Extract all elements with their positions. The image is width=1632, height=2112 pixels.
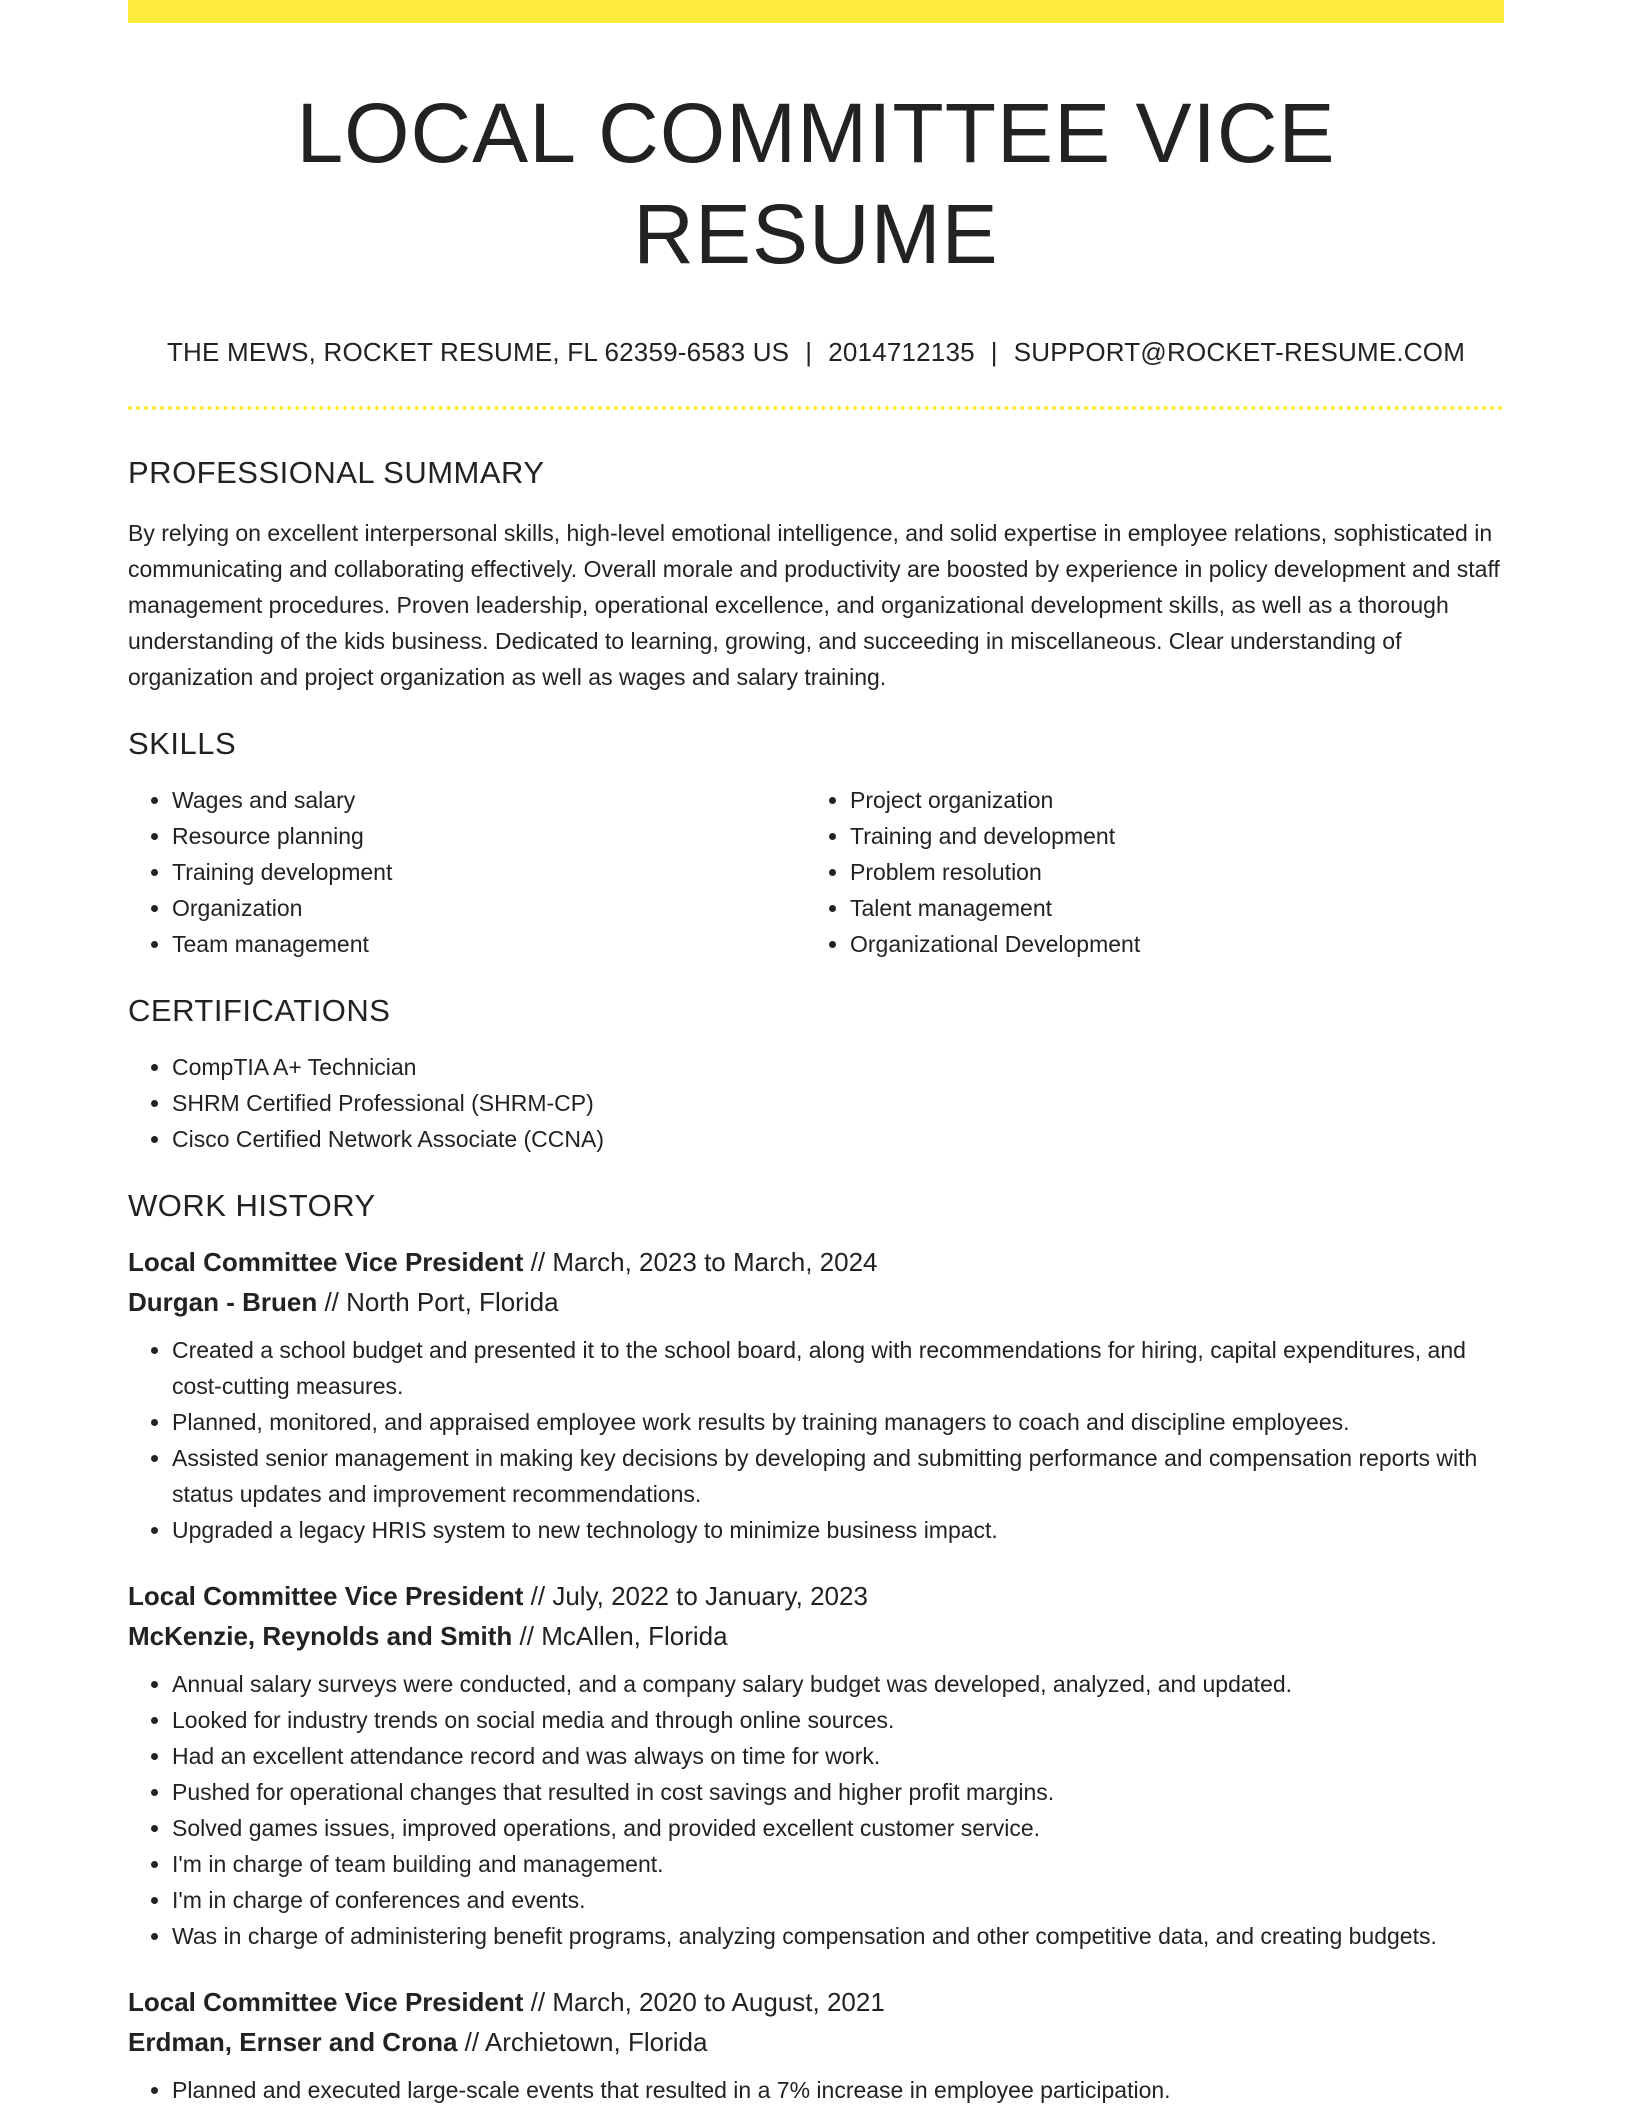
- job-title-line: [128, 1982, 1504, 2022]
- job-dates: // March, 2020 to August, 2021: [523, 1987, 885, 2018]
- job-bullets: [128, 1332, 1504, 1548]
- skill-item: • Training development: [172, 854, 806, 890]
- skill-item: • Resource planning: [172, 818, 806, 854]
- job-bullet: • I'm in charge of team building and management.: [172, 1846, 1504, 1882]
- job-title: Local Committee Vice President: [128, 1581, 524, 1612]
- contact-separator: |: [990, 336, 998, 367]
- certification-item: • CompTIA A+ Technician: [172, 1049, 1504, 1085]
- certification-item: • Cisco Certified Network Associate (CCNA): [172, 1121, 1504, 1157]
- skill-item: • Wages and salary: [172, 782, 806, 818]
- dotted-divider: [128, 406, 1504, 410]
- skills-list-right: [806, 782, 1484, 962]
- skill-item: • Team management: [172, 926, 806, 962]
- job-entry: [128, 1576, 1504, 1954]
- resume-page: [128, 0, 1504, 2108]
- job-bullet: • Solved games issues, improved operations, and provided excellent customer service.: [172, 1810, 1504, 1846]
- top-accent-bar: [128, 0, 1504, 23]
- skill-item: • Training and development: [850, 818, 1484, 854]
- skills-list-left: [128, 782, 806, 962]
- work-history-heading: WORK HISTORY: [128, 1188, 376, 1224]
- job-company: Erdman, Ernser and Crona: [128, 2027, 458, 2058]
- skill-item: • Organization: [172, 890, 806, 926]
- resume-title: LOCAL COMMITTEE VICE RESUME: [296, 86, 1336, 281]
- job-dates: // July, 2022 to January, 2023: [523, 1581, 868, 1612]
- job-bullets: [128, 1666, 1504, 1954]
- skill-item: • Talent management: [850, 890, 1484, 926]
- job-company: McKenzie, Reynolds and Smith: [128, 1621, 513, 1652]
- certifications-list: [128, 1049, 1504, 1157]
- job-bullet: • Assisted senior management in making key decisions by developing and submitting performance and compensation reports with status updates and improvement recommendations.: [172, 1440, 1504, 1512]
- job-bullet: • Created a school budget and presented it to the school board, along with recommendations for hiring, capital expenditures, and cost-cutting measures.: [172, 1332, 1504, 1404]
- skill-item: • Project organization: [850, 782, 1484, 818]
- job-bullets: [128, 2072, 1504, 2108]
- job-title: Local Committee Vice President: [128, 1247, 524, 1278]
- job-title: Local Committee Vice President: [128, 1987, 524, 2018]
- summary-heading: PROFESSIONAL SUMMARY: [128, 454, 545, 490]
- contact-phone: 2014712135: [828, 336, 975, 367]
- job-company-line: [128, 1616, 1504, 1656]
- job-bullet: • Annual salary surveys were conducted, and a company salary budget was developed, analyzed, and updated.: [172, 1666, 1504, 1702]
- job-bullet: • Looked for industry trends on social media and through online sources.: [172, 1702, 1504, 1738]
- contact-email: SUPPORT@ROCKET-RESUME.COM: [1013, 336, 1466, 367]
- job-entry: [128, 1242, 1504, 1548]
- job-bullet: • Was in charge of administering benefit programs, analyzing compensation and other competitive data, and creating budgets.: [172, 1918, 1504, 1954]
- job-bullet: • Had an excellent attendance record and was always on time for work.: [172, 1738, 1504, 1774]
- skill-item: • Problem resolution: [850, 854, 1484, 890]
- certifications-heading: CERTIFICATIONS: [128, 992, 391, 1028]
- job-bullet: • I'm in charge of conferences and events.: [172, 1882, 1504, 1918]
- job-location: // Archietown, Florida: [457, 2027, 708, 2058]
- contact-address: THE MEWS, ROCKET RESUME, FL 62359-6583 US: [166, 336, 790, 367]
- job-bullet: • Pushed for operational changes that resulted in cost savings and higher profit margins.: [172, 1774, 1504, 1810]
- job-bullet: • Upgraded a legacy HRIS system to new technology to minimize business impact.: [172, 1512, 1504, 1548]
- job-bullet: • Planned, monitored, and appraised employee work results by training managers to coach and discipline employees.: [172, 1404, 1504, 1440]
- job-location: // North Port, Florida: [317, 1287, 559, 1318]
- contact-separator: |: [805, 336, 813, 367]
- job-company-line: [128, 2022, 1504, 2062]
- job-entry: [128, 1982, 1504, 2108]
- skill-item: • Organizational Development: [850, 926, 1484, 962]
- contact-line: [128, 337, 1504, 368]
- job-location: // McAllen, Florida: [512, 1621, 728, 1652]
- summary-text: By relying on excellent interpersonal skills, high-level emotional intelligence, and solid expertise in employee relations, sophisticated in communicating and collaborating effectively. Overall morale and productivity are boosted by experience in policy development and staff management procedures. Proven leadership, operational excellence, and organizational development skills, as well as a thorough understanding of the kids business. Dedicated to learning, growing, and succeeding in miscellaneous. Clear understanding of organization and project organization as well as wages and salary training.: [128, 519, 1500, 690]
- certification-item: • SHRM Certified Professional (SHRM-CP): [172, 1085, 1504, 1121]
- skills-heading: SKILLS: [128, 725, 237, 761]
- job-dates: // March, 2023 to March, 2024: [523, 1247, 878, 1278]
- job-bullet: • Planned and executed large-scale events that resulted in a 7% increase in employee participation.: [172, 2072, 1504, 2108]
- job-title-line: [128, 1576, 1504, 1616]
- skills-grid: [128, 782, 1504, 962]
- job-title-line: [128, 1242, 1504, 1282]
- job-company-line: [128, 1282, 1504, 1322]
- job-company: Durgan - Bruen: [128, 1287, 318, 1318]
